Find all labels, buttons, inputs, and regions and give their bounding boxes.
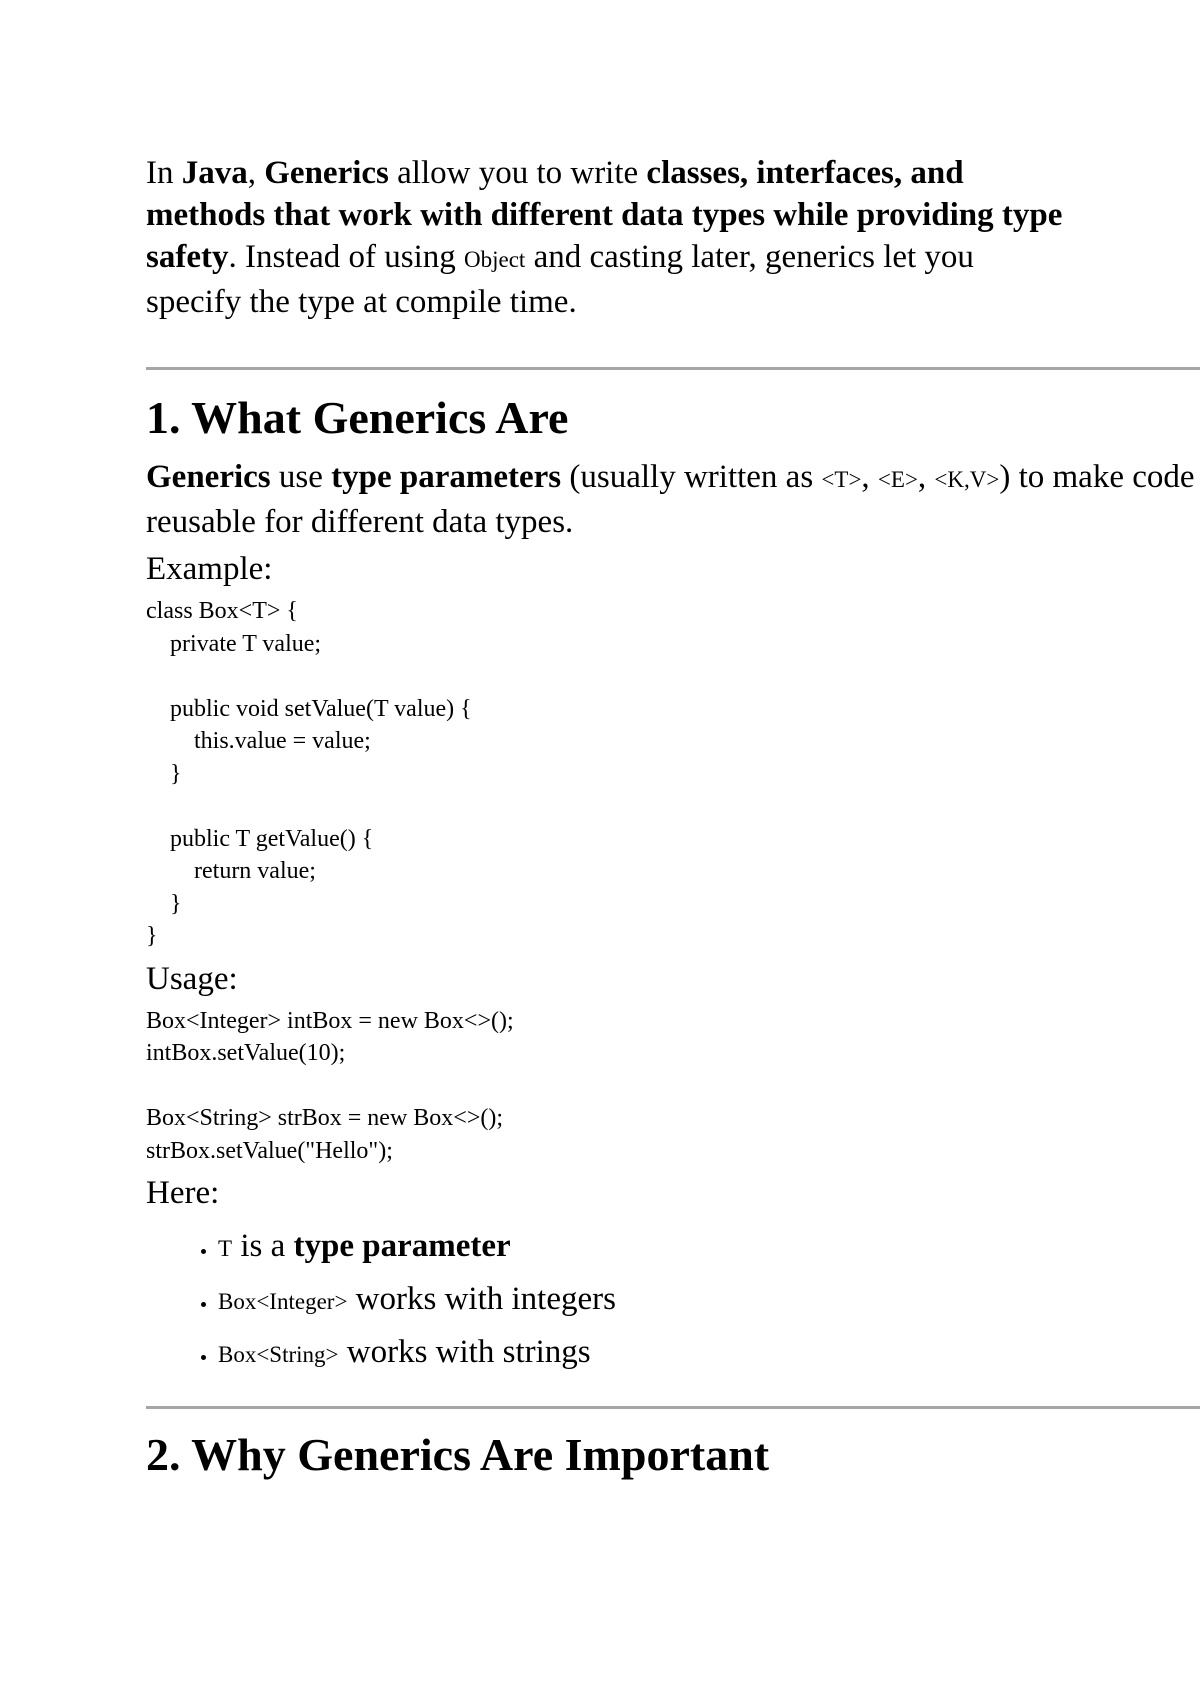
bullet-bold: type parameter [293, 1228, 511, 1264]
intro-text: and casting later, generics let you specify the type at compile time. [146, 239, 974, 320]
definition-inline-code: <K,V> [934, 467, 1000, 492]
generics-definition-paragraph [146, 456, 1200, 543]
section-2-heading: 2. Why Generics Are Important [146, 1429, 770, 1480]
list-item [218, 1327, 1200, 1380]
example-code-block: class Box<T> { private T value; public void setValue(T value) { this.value = value; } public T getValue() { return value; } } [146, 598, 472, 949]
intro-emphasis-bold: classes, interfaces, and methods that work with different data types while providing type safety [146, 155, 1063, 275]
definition-text: ) to make code reusable for different data types. [146, 459, 1195, 540]
definition-inline-code: <T> [821, 467, 862, 492]
section-divider [146, 367, 1200, 370]
bullet-text: is a [232, 1228, 294, 1264]
intro-paragraph [146, 152, 1066, 323]
bullet-text: works with integers [347, 1281, 616, 1317]
definition-text: , [917, 459, 935, 495]
definition-text: use [270, 459, 332, 495]
bullet-inline-code: Box<String> [218, 1342, 339, 1367]
document-page [146, 152, 1200, 1483]
bullet-inline-code: T [218, 1236, 233, 1261]
section-divider [146, 1406, 1200, 1409]
intro-text: In [146, 155, 182, 191]
example-label: Example: [146, 551, 273, 587]
list-item [218, 1221, 1200, 1274]
intro-text: , [247, 155, 265, 191]
definition-text: , [861, 459, 878, 495]
list-item [218, 1274, 1200, 1327]
definition-inline-code: <E> [877, 467, 918, 492]
intro-text: allow you to write [388, 155, 647, 191]
section-1-heading: 1. What Generics Are [146, 392, 569, 443]
intro-inline-code: Object [464, 247, 526, 272]
definition-bold: type parameters [331, 459, 562, 495]
here-bullet-list [146, 1221, 1200, 1380]
intro-java-bold: Java [181, 155, 248, 191]
usage-code-block: Box<Integer> intBox = new Box<>(); intBox.setValue(10); Box<String> strBox = new Box<>(); strBox.setValue("Hello"); [146, 1007, 514, 1164]
intro-text: . Instead of using [228, 239, 465, 275]
intro-generics-bold: Generics [264, 155, 389, 191]
definition-bold: Generics [146, 459, 271, 495]
bullet-inline-code: Box<Integer> [218, 1289, 348, 1314]
usage-label: Usage: [146, 960, 238, 997]
definition-text: (usually written as [561, 459, 822, 495]
bullet-text: works with strings [338, 1334, 591, 1370]
here-label: Here: [146, 1175, 220, 1211]
